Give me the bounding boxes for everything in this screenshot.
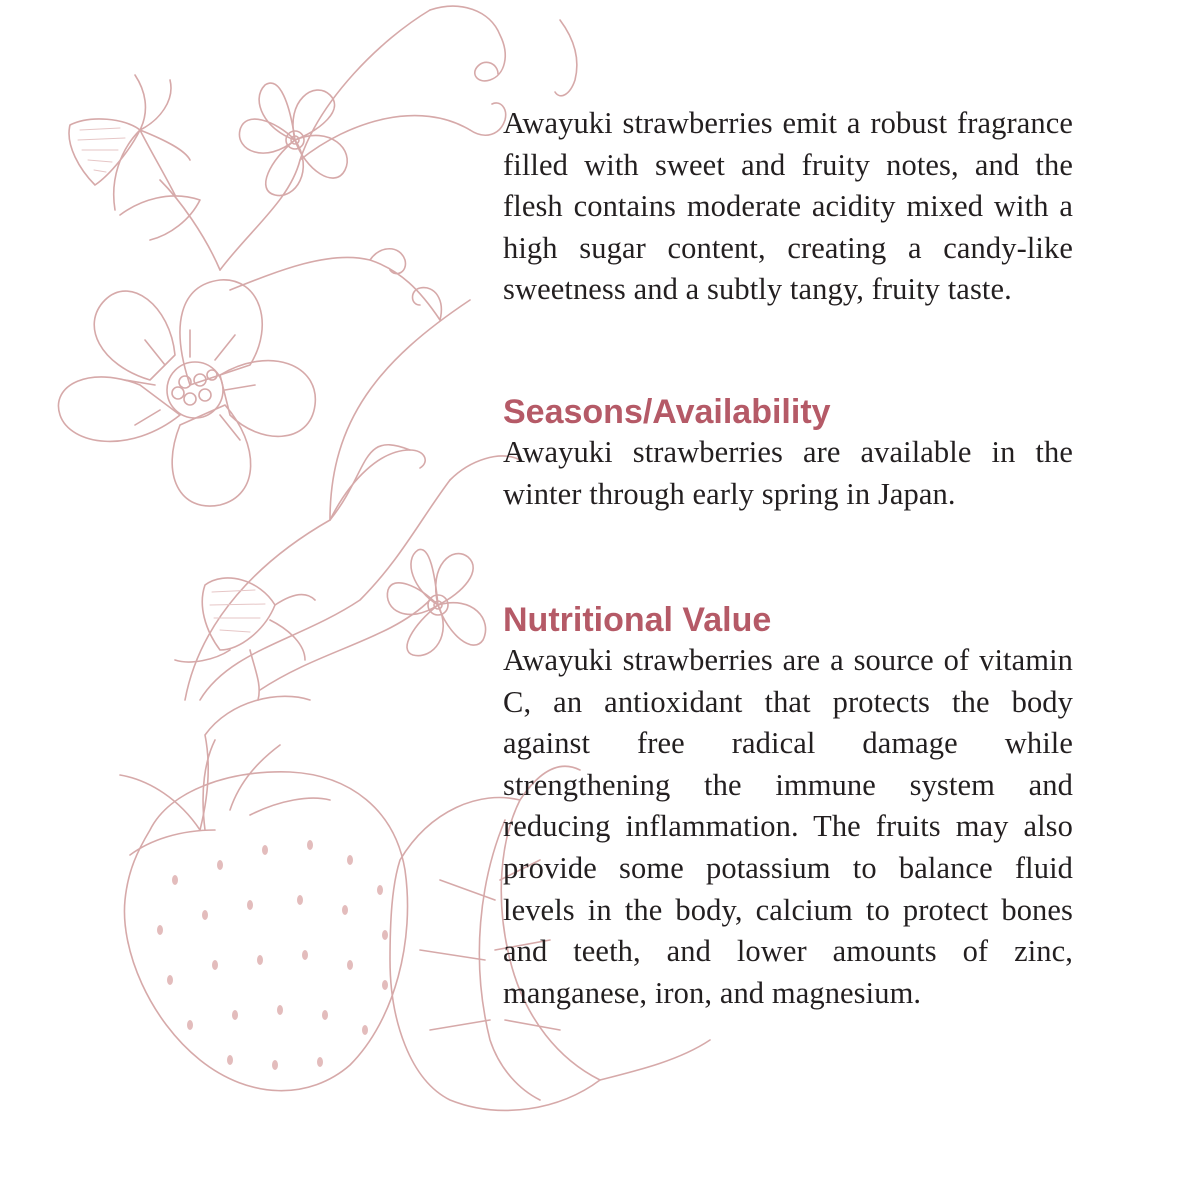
intro-paragraph: Awayuki strawberries emit a robust fragrance filled with sweet and fruity notes, and the flesh contains moderate acidity mixed with a high sugar content, creating a candy-like sweetness and a subtly tangy, fruity taste. — [503, 106, 1073, 307]
nutrition-heading: Nutritional Value — [503, 601, 772, 639]
seasons-heading: Seasons/Availability — [503, 393, 831, 431]
nutrition-section — [503, 600, 1073, 1014]
seasons-paragraph: Awayuki strawberries are available in the winter through early spring in Japan. — [503, 435, 1073, 511]
intro-section — [503, 103, 1073, 311]
seasons-section — [503, 392, 1073, 515]
nutrition-paragraph: Awayuki strawberries are a source of vitamin C, an antioxidant that protects the body against free radical damage while strengthening the immune system and reducing inflammation. The fruits may also provide some potassium to balance fluid levels in the body, calcium to protect bones and teeth, and lower amounts of zinc, manganese, iron, and magnesium. — [503, 643, 1073, 1010]
